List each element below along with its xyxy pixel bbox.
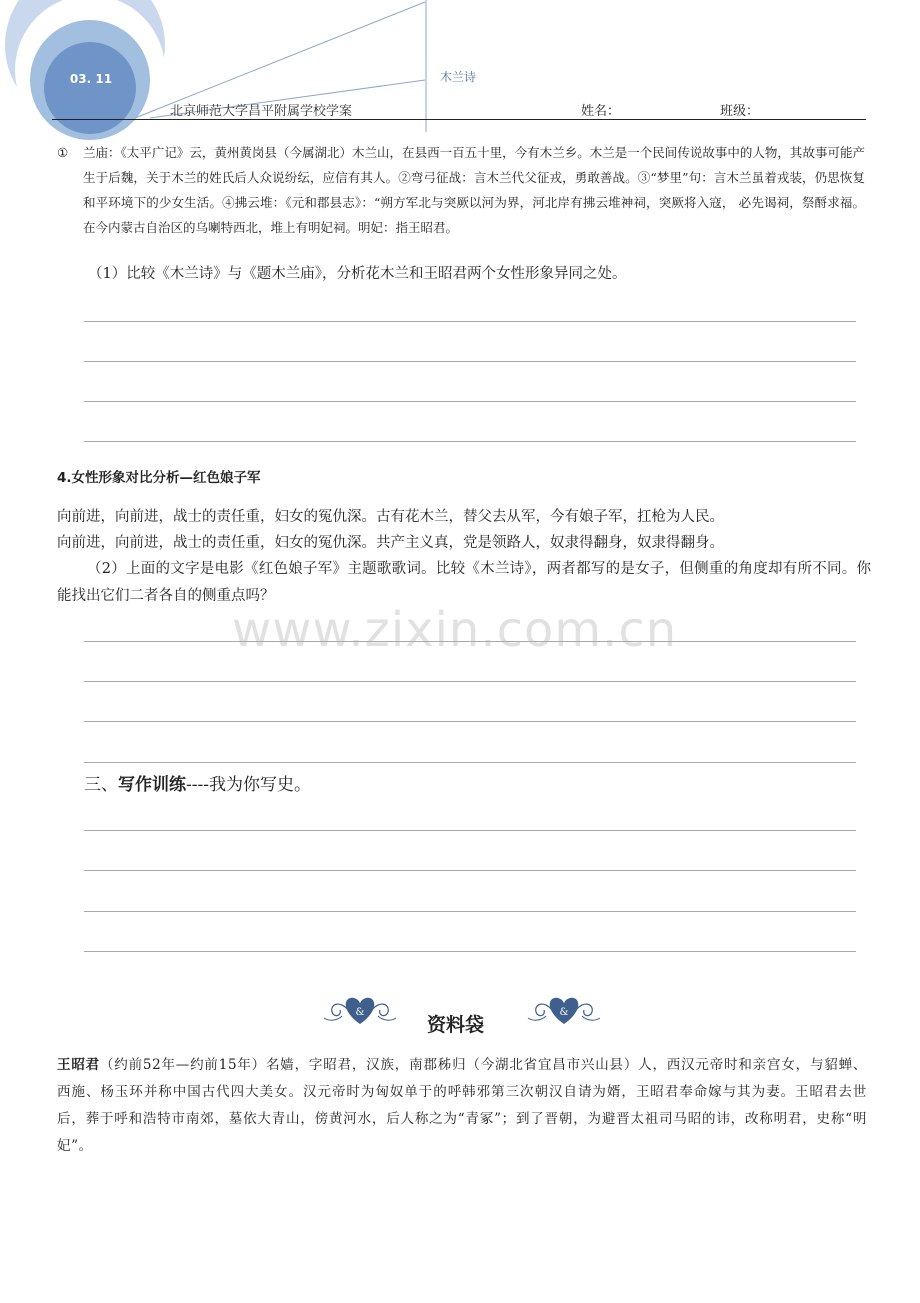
answer-line[interactable] — [84, 681, 856, 682]
svg-text:&: & — [355, 1007, 365, 1018]
school-name: 北京师范大学昌平附属学校学案 — [170, 104, 353, 119]
lyric-line-1: 向前进，向前进，战士的责任重，妇女的冤仇深。古有花木兰，替父去从军，今有娘子军，扛枪为人民。 — [57, 509, 724, 525]
class-field-label: 班级： — [720, 104, 760, 119]
lyric-line-2: 向前进，向前进，战士的责任重，妇女的冤仇深。共产主义真，党是领路人，奴隶得翻身，奴隶得翻身。 — [57, 535, 724, 551]
answer-line[interactable] — [84, 721, 856, 722]
date-label: 03. 11 — [69, 72, 113, 86]
note-number: ① — [57, 145, 69, 160]
answer-line[interactable] — [84, 361, 856, 362]
question-1: （1）比较《木兰诗》与《题木兰庙》，分析花木兰和王昭君两个女性形象异同之处。 — [88, 266, 627, 282]
info-person-name: 王昭君 — [57, 1057, 100, 1073]
answer-line[interactable] — [84, 401, 856, 402]
section-3-subtitle: ----我为你写史。 — [186, 775, 311, 795]
section-3-prefix: 三、 — [84, 775, 118, 795]
question-2: （2）上面的文字是电影《红色娘子军》主题歌歌词。比较《木兰诗》，两者都写的是女子，但侧重的角度却有所不同。你能找出它们二者各自的侧重点吗？ — [57, 561, 871, 604]
info-paragraph — [57, 1052, 867, 1160]
section-3-heading — [84, 770, 311, 795]
svg-text:&: & — [559, 1007, 569, 1018]
answer-line[interactable] — [84, 870, 856, 871]
answer-line[interactable] — [84, 951, 856, 952]
watermark: www.zixin.com.cn — [232, 602, 678, 658]
annotation-note — [57, 140, 865, 240]
inner-circle — [44, 42, 136, 134]
answer-line[interactable] — [84, 762, 856, 763]
info-box-title: 资料袋 — [427, 1014, 485, 1036]
answer-line[interactable] — [84, 830, 856, 831]
section-4-heading: 4.女性形象对比分析—红色娘子军 — [57, 470, 261, 486]
heart-ornament-icon — [524, 990, 604, 1030]
answer-line[interactable] — [84, 441, 856, 442]
heart-ornament-icon — [320, 990, 400, 1030]
note-text: 兰庙：《太平广记》云，黄州黄岗县（今属湖北）木兰山，在县西一百五十里，今有木兰乡。木兰是一个民间传说故事中的人物，其故事可能产生于后魏，关于木兰的姓氏后人众说纷纭，应信有其人。②弯弓征战：言木兰代父征戎，勇敢善战。③“梦里”句：言木兰虽着戎装，仍思恢复和平环境下的少女生活。④拂云堆：《元和郡县志》：“朔方军北与突厥以河为界，河北岸有拂云堆神祠，突厥将入寇， 必先谒祠，祭酹求福。在今内蒙古自治区的乌喇特西北，堆上有明妃祠。明妃：指王昭君。 — [83, 145, 865, 235]
name-field-label: 姓名： — [581, 104, 621, 119]
header-rule — [52, 119, 866, 120]
document-title: 木兰诗 — [440, 70, 477, 84]
answer-line[interactable] — [84, 911, 856, 912]
answer-line[interactable] — [84, 321, 856, 322]
answer-line[interactable] — [84, 641, 856, 642]
info-text: （约前52年—约前15年）名嫱，字昭君，汉族，南郡秭归（今湖北省宜昌市兴山县）人，西汉元帝时和亲宫女，与貂蝉、西施、杨玉环并称中国古代四大美女。汉元帝时为匈奴单于的呼韩邪第三次朝汉自请为婿，王昭君奉命嫁与其为妻。王昭君去世后，葬于呼和浩特市南郊，墓依大青山，傍黄河水，后人称之为“青冢”；到了晋朝，为避晋太祖司马昭的讳，改称明君，史称“明妃”。 — [57, 1057, 867, 1154]
section-3-title: 写作训练 — [118, 775, 186, 795]
